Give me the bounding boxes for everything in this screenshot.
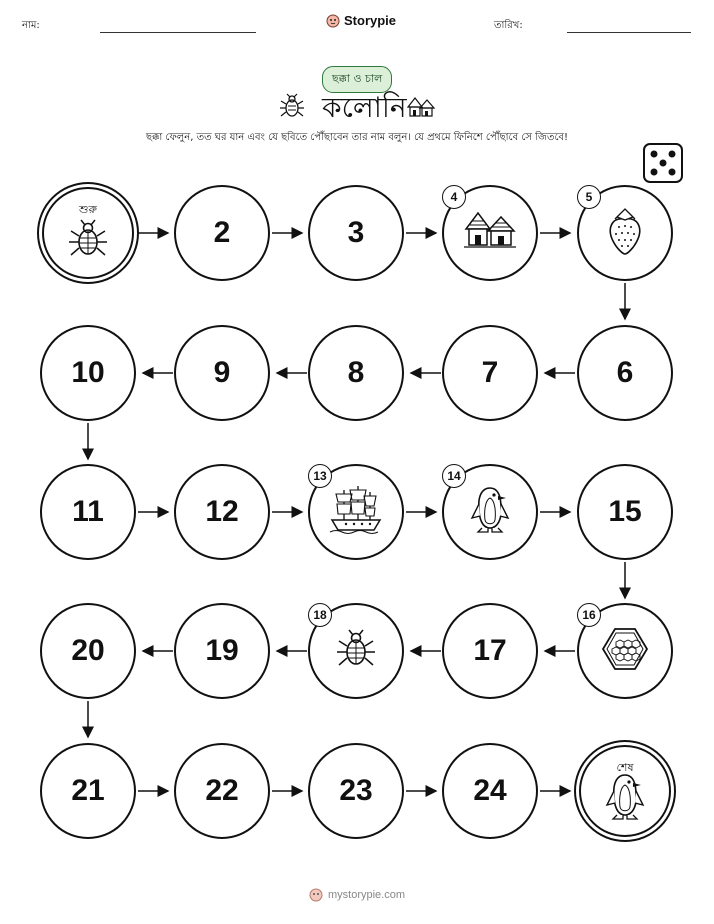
- brand-name: Storypie: [344, 13, 397, 28]
- cell-number: 11: [72, 495, 104, 528]
- penguin-icon: [603, 771, 647, 827]
- cell-number-badge: 13: [308, 464, 332, 488]
- name-label: নাম:: [22, 20, 40, 31]
- board-cell-6[interactable]: [577, 325, 673, 421]
- cell-number: 19: [205, 634, 239, 667]
- board-cell-11[interactable]: [40, 464, 136, 560]
- cell-number-badge: 5: [577, 185, 601, 209]
- cell-number: 22: [205, 774, 239, 807]
- board-cell-21[interactable]: [40, 743, 136, 839]
- cell-number: 23: [339, 774, 373, 807]
- board-cell-22[interactable]: [174, 743, 270, 839]
- start-label: শুরু: [79, 203, 97, 216]
- cell-number-badge: 16: [577, 603, 601, 627]
- board-cell-24[interactable]: [442, 743, 538, 839]
- cell-number: 17: [473, 634, 507, 667]
- cell-number-badge: 18: [308, 603, 332, 627]
- board-cell-9[interactable]: [174, 325, 270, 421]
- cell-number: 10: [71, 356, 105, 389]
- strawberry-icon: [603, 205, 647, 261]
- date-label: তারিখ:: [494, 20, 523, 31]
- honeycomb-icon: [601, 627, 649, 675]
- footer-url[interactable]: mystorypie.com: [327, 889, 406, 901]
- cell-number: 2: [213, 216, 231, 249]
- board-cell-3[interactable]: [308, 185, 404, 281]
- huts-icon: [462, 209, 518, 257]
- cell-number: 21: [71, 774, 105, 807]
- board-cell-10[interactable]: [40, 325, 136, 421]
- ship-icon: [326, 484, 386, 540]
- bug-icon: [66, 217, 110, 265]
- footer: [0, 888, 714, 902]
- board-cell-2[interactable]: [174, 185, 270, 281]
- cell-number: 24: [473, 774, 507, 807]
- cell-number: 12: [205, 495, 239, 528]
- start-cell[interactable]: [42, 187, 134, 279]
- board-cell-19[interactable]: [174, 603, 270, 699]
- cell-number: 3: [347, 216, 365, 249]
- board-cell-12[interactable]: [174, 464, 270, 560]
- storypie-mascot-icon: [309, 888, 323, 902]
- board-cell-23[interactable]: [308, 743, 404, 839]
- game-title: কলোনি: [322, 91, 407, 124]
- board-cell-8[interactable]: [308, 325, 404, 421]
- board-cell-17[interactable]: [442, 603, 538, 699]
- cell-number: 6: [616, 356, 634, 389]
- cell-number-badge: 4: [442, 185, 466, 209]
- cell-number: 15: [608, 495, 642, 528]
- board-cell-15[interactable]: [577, 464, 673, 560]
- cell-number: 8: [347, 356, 365, 389]
- cell-number: 9: [213, 356, 231, 389]
- board-cell-20[interactable]: [40, 603, 136, 699]
- bug-icon: [334, 627, 378, 675]
- cell-number: 7: [481, 356, 499, 389]
- instructions: ছক্কা ফেলুন, তত ঘর যান এবং যে ছবিতে পৌঁছাবেন তার নাম বলুন। যে প্রথমে ফিনিশে পৌঁছাবে সে জিতবে!: [145, 132, 569, 143]
- board-cell-7[interactable]: [442, 325, 538, 421]
- penguin-icon: [468, 484, 512, 540]
- cell-number: 20: [71, 634, 105, 667]
- cell-number-badge: 14: [442, 464, 466, 488]
- game-type-badge: ছক্কা ও চাল: [322, 66, 392, 93]
- finish-cell[interactable]: [579, 745, 671, 837]
- finish-label: শেষ: [616, 761, 634, 774]
